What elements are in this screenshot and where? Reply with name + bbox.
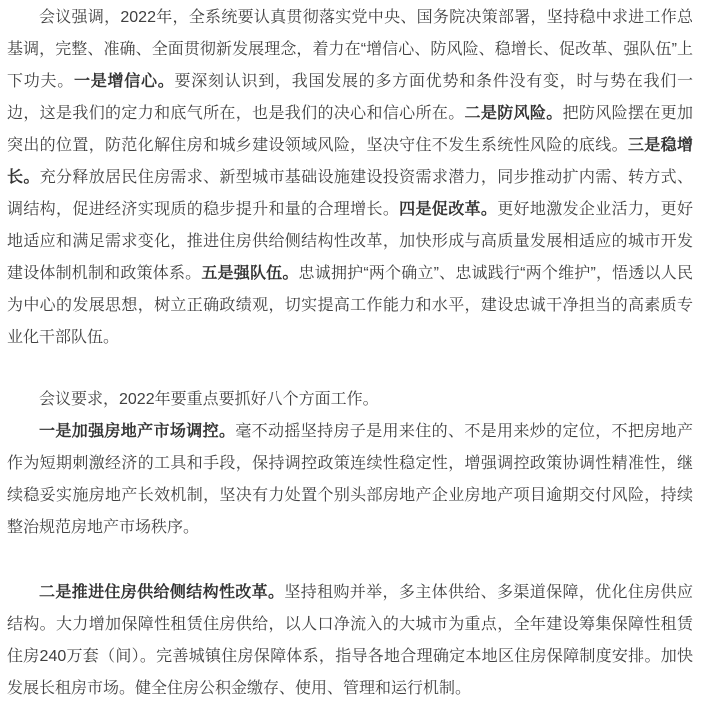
bold-emphasis-point-5: 五是强队伍。 xyxy=(201,265,299,282)
bold-emphasis-point-2: 二是防风险。 xyxy=(464,105,563,122)
bold-task-2-heading: 二是推进住房供给侧结构性改革。 xyxy=(39,584,285,601)
bold-emphasis-point-4: 四是促改革。 xyxy=(399,201,498,218)
text-run: 会议要求，2022年要重点要抓好八个方面工作。 xyxy=(39,391,379,408)
bold-task-1-heading: 一是加强房地产市场调控。 xyxy=(39,423,236,440)
paragraph-task-1-real-estate-regulation xyxy=(7,416,693,544)
text-run: 充分释放居民住房需求、新型城市基础设施建设投资需求潜力，同步推动扩内需、转方式、调结构，促进经济实现质的稳步提升和量的合理增长。 xyxy=(7,169,693,218)
paragraph-task-2-housing-supply-reform xyxy=(7,577,693,705)
bold-emphasis-point-1: 一是增信心。 xyxy=(74,73,175,90)
paragraph-meeting-requirements xyxy=(7,384,693,416)
text-run: 要深刻认识到，我国发展的多方面优势和条件没有变，时与势在我们一边，这是我们的定力和底气所在，也是我们的决心和信心所在。 xyxy=(7,73,693,122)
bold-emphasis-point-3: 三是稳增长。 xyxy=(7,137,693,186)
text-run: 更好地激发企业活力，更好地适应和满足需求变化，推进住房供给侧结构性改革，加快形成与高质量发展相适应的城市开发建设体制机制和政策体系。 xyxy=(7,201,693,282)
paragraph-meeting-emphasis xyxy=(7,2,693,354)
text-run: 把防风险摆在更加突出的位置，防范化解住房和城乡建设领域风险，坚决守住不发生系统性风险的底线。 xyxy=(7,105,693,154)
text-run: 毫不动摇坚持房子是用来住的、不是用来炒的定位，不把房地产作为短期刺激经济的工具和手段，保持调控政策连续性稳定性，增强调控政策协调性精准性，继续稳妥实施房地产长效机制，坚决有力处置个别头部房地产企业房地产项目逾期交付风险，持续整治规范房地产市场秩序。 xyxy=(7,423,693,536)
text-run: 坚持租购并举，多主体供给、多渠道保障，优化住房供应结构。大力增加保障性租赁住房供给，以人口净流入的大城市为重点，全年建设筹集保障性租赁住房240万套（间）。完善城镇住房保障体系，指导各地合理确定本地区住房保障制度安排。加快发展长租房市场。健全住房公积金缴存、使用、管理和运行机制。 xyxy=(7,584,693,697)
text-run: 会议强调，2022年，全系统要认真贯彻落实党中央、国务院决策部署，坚持稳中求进工作总基调，完整、准确、全面贯彻新发展理念，着力在“增信心、防风险、稳增长、促改革、强队伍”上下功夫。 xyxy=(7,9,693,90)
text-run: 忠诚拥护“两个确立”、忠诚践行“两个维护”，悟透以人民为中心的发展思想，树立正确政绩观，切实提高工作能力和水平，建设忠诚干净担当的高素质专业化干部队伍。 xyxy=(7,265,693,346)
